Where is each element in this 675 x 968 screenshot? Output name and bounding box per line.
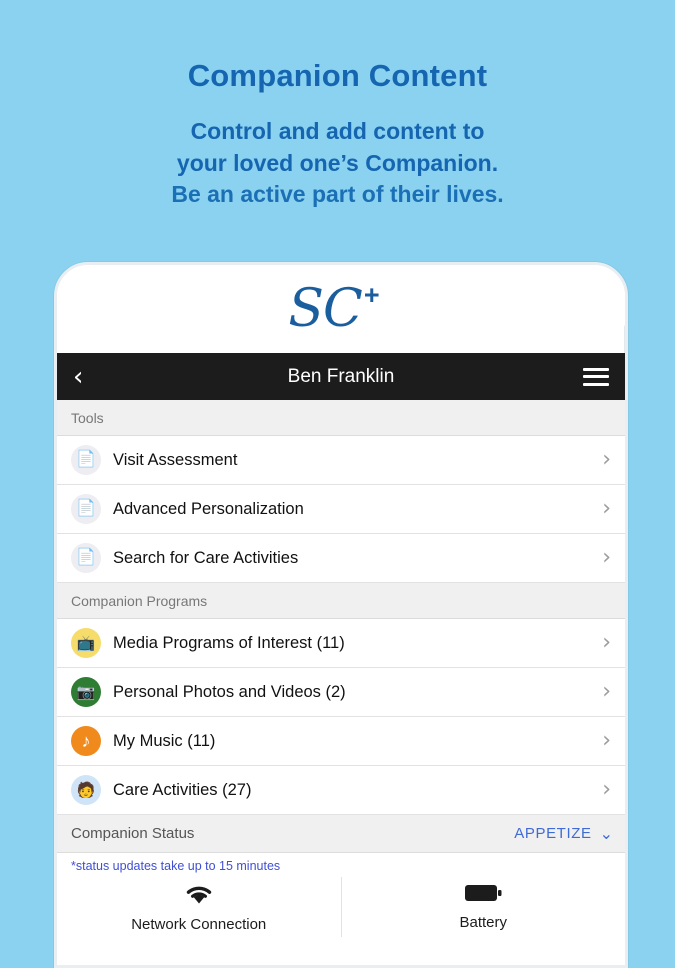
music-note-icon (71, 726, 101, 756)
list-item-search-for-care-activities[interactable] (57, 534, 625, 583)
media-icon-glyph: 📺 (76, 634, 96, 652)
promo-header (0, 0, 675, 211)
page-title: Companion Content (187, 58, 488, 93)
chevron-right-icon: › (602, 447, 611, 472)
media-icon (71, 628, 101, 658)
chevron-right-icon: › (602, 630, 611, 655)
document-icon-glyph: 📄 (76, 549, 96, 566)
brand-mark-text: SC (288, 279, 362, 339)
list-item-advanced-personalization[interactable] (57, 485, 625, 534)
list-item-visit-assessment[interactable] (57, 436, 625, 485)
photo-video-icon (71, 677, 101, 707)
document-icon (71, 445, 101, 475)
section-header-tools: Tools (57, 400, 625, 436)
list-item-label: Care Activities (27) (113, 780, 252, 799)
document-icon (71, 543, 101, 573)
chevron-right-icon: › (602, 679, 611, 704)
list-item-personal-photos-and-videos[interactable] (57, 668, 625, 717)
care-activities-icon (71, 775, 101, 805)
navbar-title: Ben Franklin (287, 365, 395, 387)
section-header-companion-programs: Companion Programs (57, 583, 625, 619)
list-item-label: Personal Photos and Videos (2) (113, 682, 346, 701)
care-activities-icon-glyph: 🧑 (76, 781, 96, 799)
promo-subtitle-line-1: Control and add content to (190, 118, 485, 144)
document-icon-glyph: 📄 (76, 451, 96, 468)
list-item-media-programs-of-interest[interactable] (57, 619, 625, 668)
list-item-my-music[interactable] (57, 717, 625, 766)
chevron-right-icon: › (602, 545, 611, 570)
chevron-down-icon[interactable]: ⌄ (599, 824, 613, 843)
document-icon (71, 494, 101, 524)
list-item-label: Advanced Personalization (113, 499, 304, 518)
hamburger-menu-icon[interactable] (583, 368, 609, 386)
phone-speaker (324, 262, 358, 264)
status-tile-network-connection[interactable] (57, 877, 342, 937)
status-tiles (57, 877, 625, 937)
app-navbar (57, 353, 625, 400)
list-item-label: My Music (11) (113, 731, 216, 750)
app-logo (57, 265, 625, 353)
list-item-label: Media Programs of Interest (11) (113, 633, 345, 652)
wifi-icon (57, 881, 341, 914)
status-tile-label: Network Connection (131, 915, 267, 933)
companion-status-title: Companion Status (71, 825, 195, 842)
back-chevron-icon[interactable]: ‹ (73, 361, 84, 392)
list-item-label: Search for Care Activities (113, 548, 299, 567)
phone-volume-up-button (624, 325, 628, 355)
list-item-label: Visit Assessment (113, 450, 238, 469)
promo-subtitle (0, 116, 675, 211)
photo-video-icon-glyph: 📷 (76, 683, 96, 701)
chevron-right-icon: › (602, 496, 611, 521)
music-note-icon-glyph: ♪ (81, 731, 91, 751)
promo-subtitle-line-2: your loved one’s Companion. (176, 149, 499, 176)
battery-icon (342, 881, 626, 912)
companion-status-header (57, 815, 625, 853)
appetize-button[interactable]: APPETIZE (514, 825, 592, 842)
phone-frame (54, 262, 628, 968)
status-tile-label: Battery (459, 913, 508, 931)
chevron-right-icon: › (602, 777, 611, 802)
promo-subtitle-line-3: Be an active part of their lives. (171, 181, 504, 208)
list-item-care-activities[interactable] (57, 766, 625, 815)
document-icon-glyph: 📄 (76, 500, 96, 517)
brand-plus-icon: + (363, 279, 380, 310)
status-tile-battery[interactable] (342, 877, 626, 937)
chevron-right-icon: › (602, 728, 611, 753)
status-update-note: *status updates take up to 15 minutes (57, 853, 625, 877)
